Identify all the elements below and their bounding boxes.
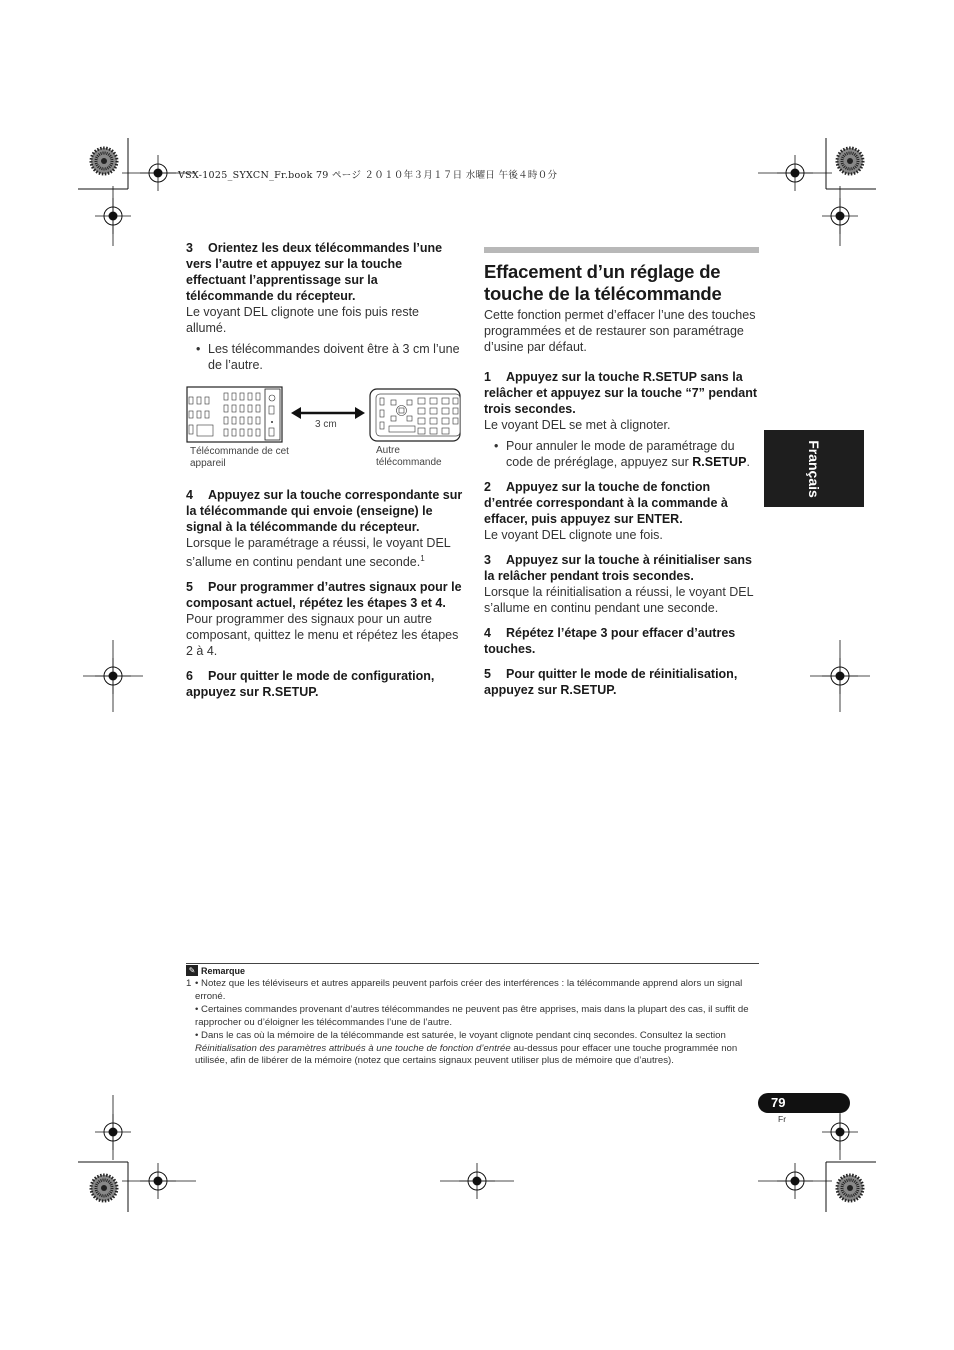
- distance-label: 3 cm: [315, 419, 337, 430]
- r-step-1-title: 1 Appuyez sur la touche R.SETUP sans la relâcher et appuyez sur la touche “7” pendant trois secondes.: [484, 370, 757, 416]
- remotes-figure: [186, 386, 462, 446]
- language-tab: [764, 430, 864, 507]
- note-title: Remarque: [201, 965, 246, 976]
- r-step-2-title: 2 Appuyez sur la touche de fonction d’entrée correspondant à la commande à effacer, puis appuyez sur ENTER.: [484, 480, 728, 526]
- footnote-item-2: • Certaines commandes provenant d’autres télécommandes ne peuvent pas être apprises, mais dans la plupart des cas, il suffit de rapprocher ou d’éloigner les télécommandes l’une de l’autre.: [195, 1003, 749, 1028]
- footnote-item-1: 1 • Notez que les téléviseurs et autres appareils peuvent parfois créer des interférences : la télécommande apprend alors un signal erroné.: [186, 978, 743, 1002]
- print-header: VSX-1025_SYXCN_Fr.book 79 ページ ２０１０年３月１７日 水曜日 午後４時０分: [178, 170, 558, 181]
- step-5-title: 5 Pour programmer d’autres signaux pour le composant actuel, répétez les étapes 3 et 4.: [186, 580, 462, 611]
- r-step-1-bullet: • Pour annuler le mode de paramétrage du code de préréglage, appuyez sur R.SETUP.: [484, 438, 759, 470]
- step-4-title: 4 Appuyez sur la touche correspondante sur la télécommande qui envoie (enseigne) le signal à la télécommande du récepteur.: [186, 488, 463, 534]
- step-5-body: Pour programmer des signaux pour un autre composant, quittez le menu et répétez les étapes 2 à 4.: [186, 612, 459, 659]
- page-language: Fr: [778, 1114, 787, 1124]
- note-heading: [186, 965, 245, 976]
- note-divider: [186, 963, 759, 964]
- section-title: Effacement d’un réglage de touche de la télécommande: [484, 261, 722, 304]
- r-step-3-body: Lorsque la réinitialisation a réussi, le voyant DEL s’allume en continu pendant une seconde.: [484, 585, 754, 615]
- left-column-lower: [186, 487, 464, 700]
- other-remote-illustration: [370, 389, 460, 441]
- this-unit-remote-caption: Télécommande de cet appareil: [190, 446, 289, 469]
- receiver-remote-illustration: [187, 387, 282, 442]
- r-step-3-title: 3 Appuyez sur la touche à réinitialiser sans la relâcher pendant trois secondes.: [484, 553, 752, 583]
- page-number: 79: [771, 1095, 786, 1110]
- step-6-title: 6 Pour quitter le mode de configuration, appuyez sur R.SETUP.: [186, 669, 435, 700]
- footnotes: [186, 978, 760, 1068]
- step-4-body: Lorsque le paramétrage a réussi, le voyant DEL s’allume en continu pendant une seconde.$^1$: [186, 536, 451, 570]
- other-remote-caption: Autre télécommande: [376, 445, 442, 468]
- footnote-ref: 1: [420, 554, 425, 563]
- page-number-badge: [758, 1093, 850, 1113]
- distance-arrow: [291, 407, 365, 419]
- step-3-title: 3 Orientez les deux télécommandes l’une vers l’autre et appuyez sur la touche effectuant l’apprentissage sur la télécommande du récepteur.: [186, 241, 443, 303]
- r-step-4-title: 4 Répétez l’étape 3 pour effacer d’autres touches.: [484, 626, 736, 656]
- r-step-5-title: 5 Pour quitter le mode de réinitialisation, appuyez sur R.SETUP.: [484, 667, 738, 697]
- r-step-2-body: Le voyant DEL clignote une fois.: [484, 528, 663, 542]
- r-step-1-body: Le voyant DEL se met à clignoter.: [484, 418, 671, 432]
- step-3-bullet: • Les télécommandes doivent être à 3 cm l’une de l’autre.: [186, 341, 461, 373]
- right-column: [484, 247, 759, 698]
- section-intro: Cette fonction permet d’effacer l’une des touches programmées et de restaurer son paramétrage d’usine par défaut.: [484, 308, 756, 354]
- pencil-icon: ✎: [186, 965, 198, 976]
- left-column: [186, 240, 461, 373]
- step-3-body: Le voyant DEL clignote une fois puis reste allumé.: [186, 305, 420, 335]
- footnote-item-3: • Dans le cas où la mémoire de la télécommande est saturée, le voyant clignote pendant cinq secondes. Consultez la section Réinitialisation des paramètres attribués à une touche de fonction d’entrée au-dessus pour effacer une touche programmée non utilisée, afin de libérer de la mémoire (notez que certains signaux peuvent utiliser plus de mémoire que d’autres).: [195, 1029, 738, 1067]
- language-tab-label: Français: [806, 439, 822, 498]
